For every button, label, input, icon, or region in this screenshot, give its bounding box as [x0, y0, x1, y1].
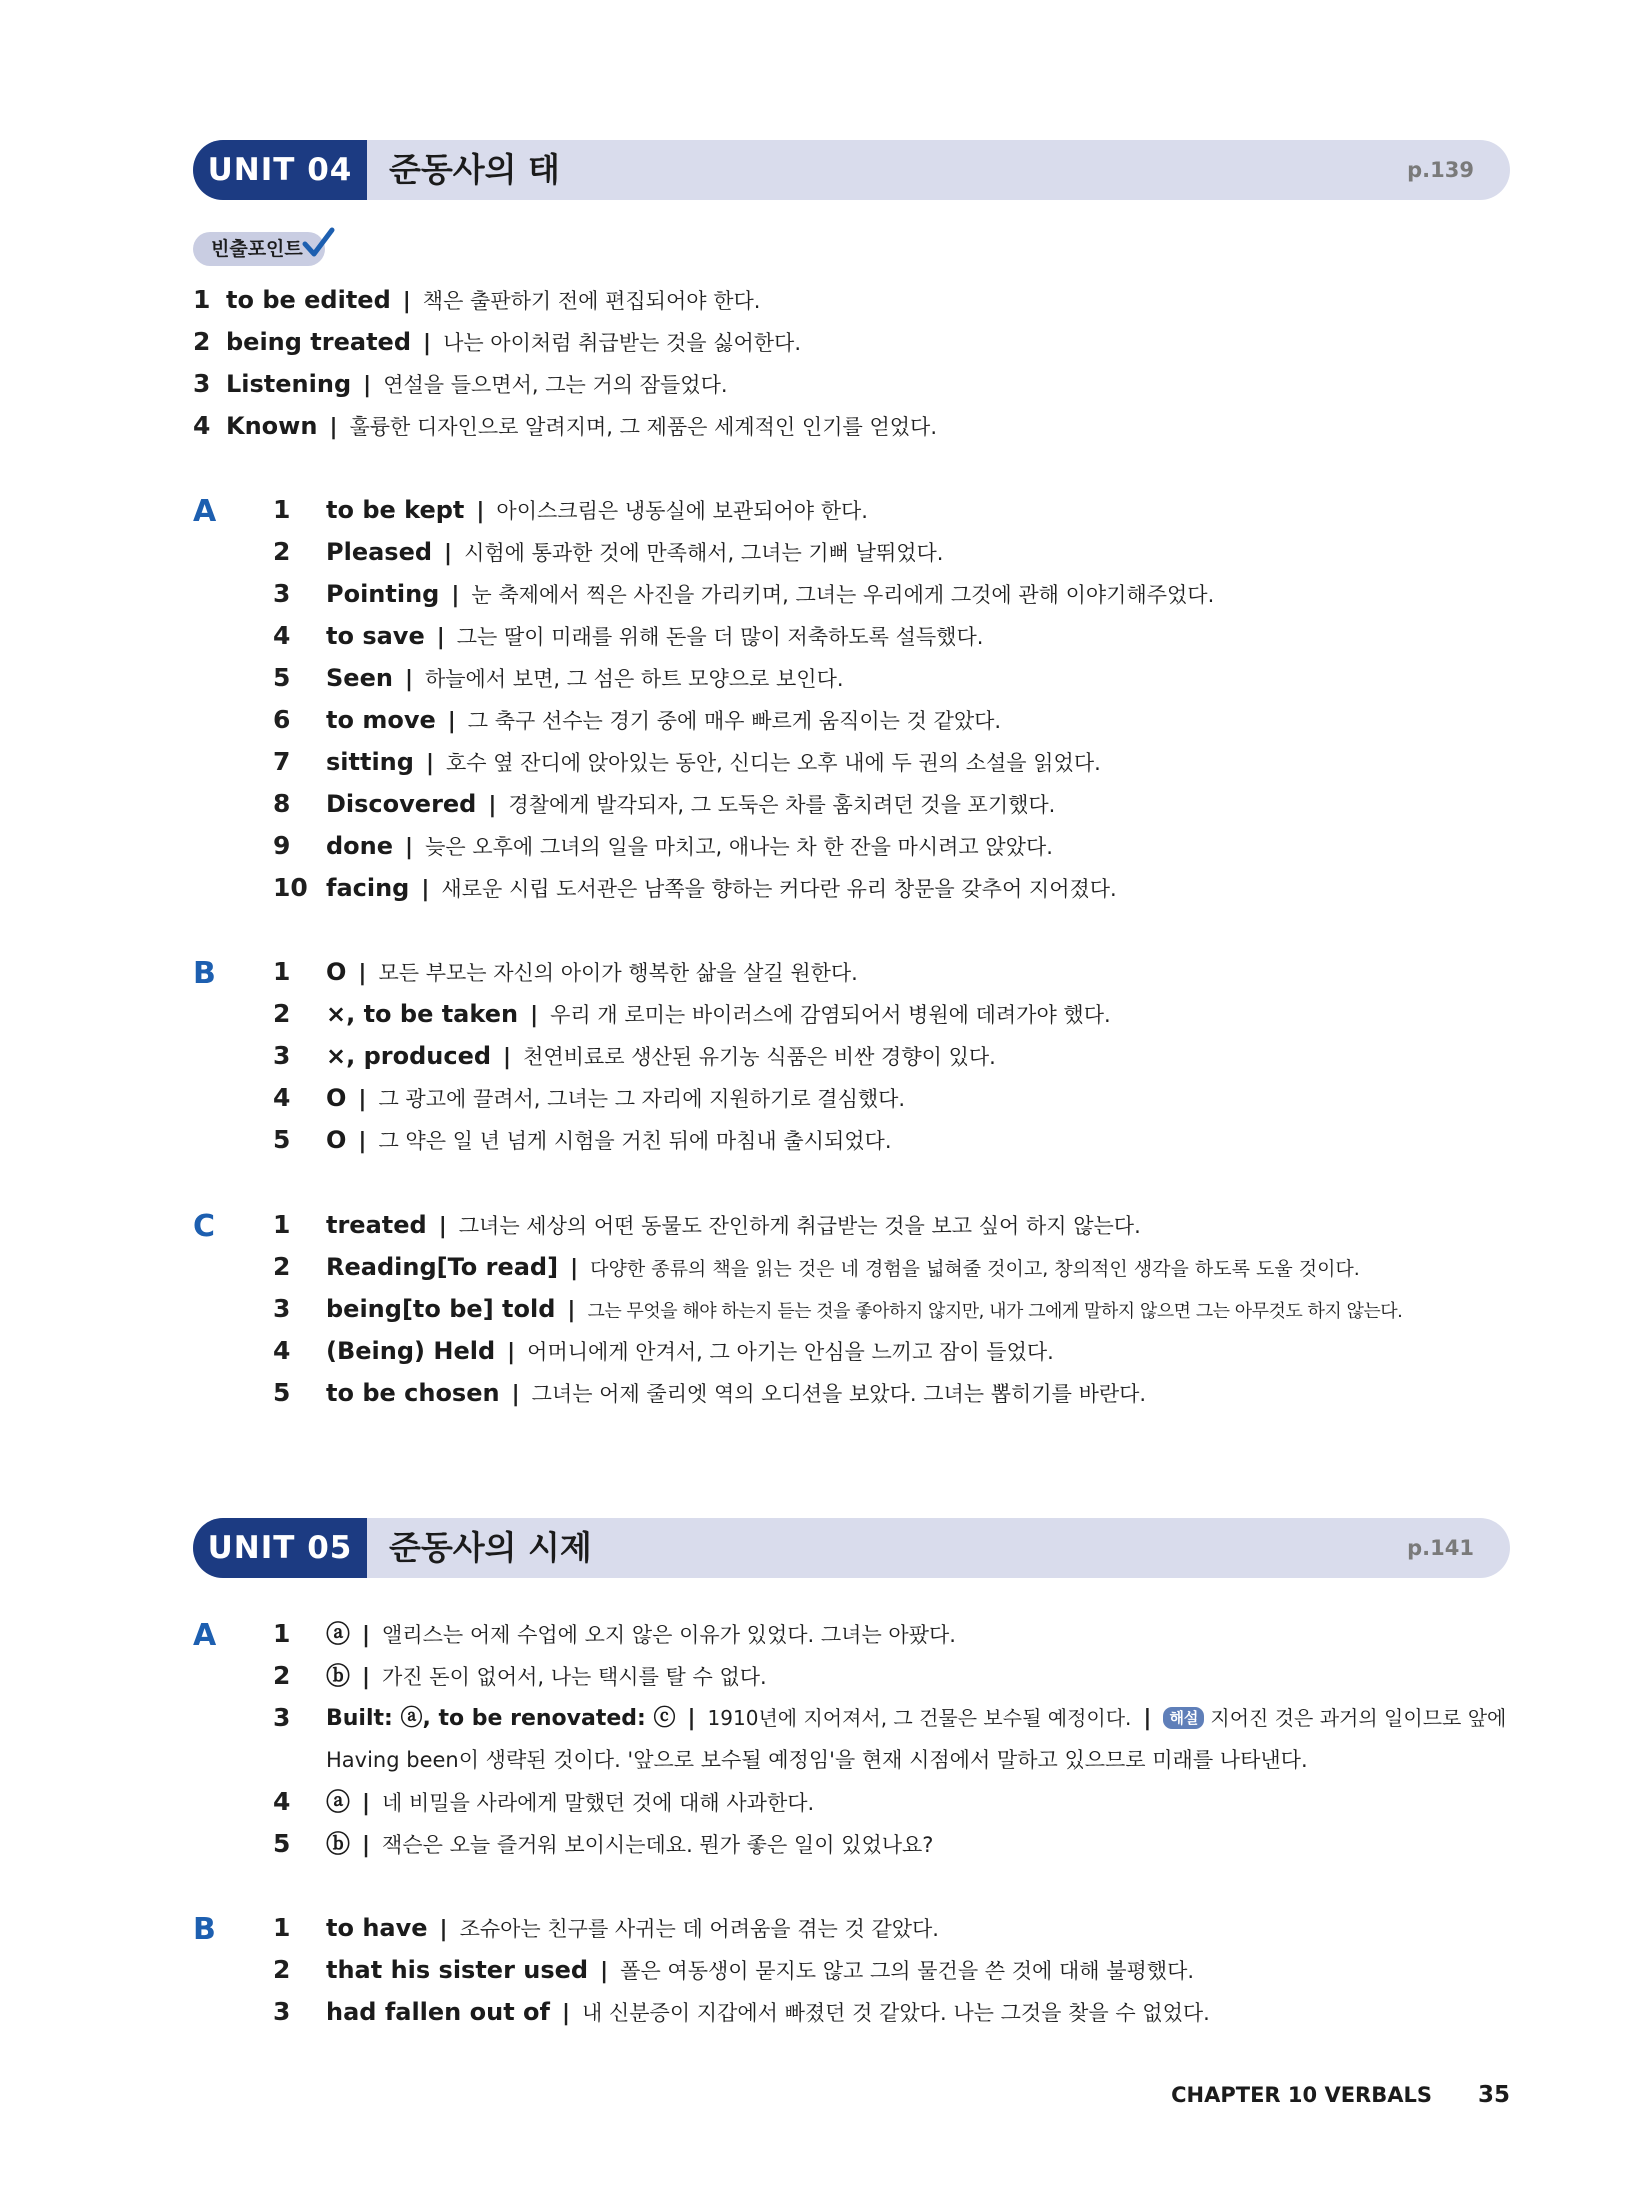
answer-item: 7 sitting | 호수 옆 잔디에 앉아있는 동안, 신디는 오후 내에 두 권의 소설을 읽었다.	[273, 747, 1101, 776]
answer-item: 5 Seen | 하늘에서 보면, 그 섬은 하트 모양으로 보인다.	[273, 663, 844, 692]
answer-item: 4 O | 그 광고에 끌려서, 그녀는 그 자리에 지원하기로 결심했다.	[273, 1083, 906, 1112]
answer-item: 2 that his sister used | 폴은 여동생이 묻지도 않고 그의 물건을 쓴 것에 대해 불평했다.	[273, 1955, 1195, 1984]
chapter-label: CHAPTER 10 VERBALS	[1171, 2083, 1432, 2107]
unit-05-page-ref: p.141	[1407, 1536, 1474, 1560]
answer-item: 10 facing | 새로운 시립 도서관은 남쪽을 향하는 커다란 유리 창문을 갖추어 지어졌다.	[273, 873, 1117, 902]
answer-item: 9 done | 늦은 오후에 그녀의 일을 마치고, 애나는 차 한 잔을 마시려고 앉았다.	[273, 831, 1053, 860]
answer-item: 1 treated | 그녀는 세상의 어떤 동물도 잔인하게 취급받는 것을 보고 싶어 하지 않는다.	[273, 1210, 1141, 1239]
section-a-letter: A	[193, 1618, 217, 1653]
answer-item: 3 Pointing | 눈 축제에서 찍은 사진을 가리키며, 그녀는 우리에게 그것에 관해 이야기해주었다.	[273, 579, 1215, 608]
frequency-points-badge	[193, 232, 325, 266]
answer-item: 5 to be chosen | 그녀는 어제 줄리엣 역의 오디션을 보았다. 그녀는 뽑히기를 바란다.	[273, 1378, 1147, 1407]
unit-05-header	[193, 1518, 1510, 1578]
answer-continuation: Having been이 생략된 것이다. '앞으로 보수될 예정임'을 현재 시점에서 말하고 있으므로 미래를 나타낸다.	[326, 1748, 1308, 1772]
answer-item: 5 ⓑ | 잭슨은 오늘 즐거워 보이시는데요. 뭔가 좋은 일이 있었나요?	[273, 1829, 934, 1858]
unit-05-tag: UNIT 05	[193, 1518, 367, 1578]
answer-item: 4 to save | 그는 딸이 미래를 위해 돈을 더 많이 저축하도록 설득했다.	[273, 621, 984, 650]
answer-item: 1 to have | 조슈아는 친구를 사귀는 데 어려움을 겪는 것 같았다.	[273, 1913, 939, 1942]
section-a-letter: A	[193, 494, 217, 529]
unit-04-page-ref: p.139	[1407, 158, 1474, 182]
page-footer	[1171, 2082, 1510, 2108]
answer-item: 1 to be kept | 아이스크림은 냉동실에 보관되어야 한다.	[273, 495, 868, 524]
answer-item: 1 ⓐ | 앨리스는 어제 수업에 오지 않은 이유가 있었다. 그녀는 아팠다.	[273, 1619, 956, 1648]
section-b-letter: B	[193, 1912, 216, 1947]
answer-item: 2 Pleased | 시험에 통과한 것에 만족해서, 그녀는 기뻐 날뛰었다.	[273, 537, 944, 566]
section-c-letter: C	[193, 1209, 216, 1244]
freq-item: 4 Known | 훌륭한 디자인으로 알려지며, 그 제품은 세계적인 인기를 얻었다.	[193, 411, 937, 440]
solution-badge: 해설	[1163, 1707, 1204, 1729]
answer-item: 4 ⓐ | 네 비밀을 사라에게 말했던 것에 대해 사과한다.	[273, 1787, 815, 1816]
answer-item: 8 Discovered | 경찰에게 발각되자, 그 도둑은 차를 훔치려던 것을 포기했다.	[273, 789, 1056, 818]
answer-item: 3 Built: ⓐ, to be renovated: ⓒ | 1910년에 지어져서, 그 건물은 보수될 예정이다. | 해설 지어진 것은 과거의 일이므로 앞에	[273, 1703, 1507, 1732]
checkmark-icon	[301, 226, 335, 260]
answer-item: 1 O | 모든 부모는 자신의 아이가 행복한 삶을 살길 원한다.	[273, 957, 858, 986]
unit-04-tag: UNIT 04	[193, 140, 367, 200]
answer-item: 2 ⓑ | 가진 돈이 없어서, 나는 택시를 탈 수 없다.	[273, 1661, 767, 1690]
answer-item: 3 ×, produced | 천연비료로 생산된 유기농 식품은 비싼 경향이 있다.	[273, 1041, 996, 1070]
page-number: 35	[1477, 2082, 1510, 2108]
answer-item: 5 O | 그 약은 일 년 넘게 시험을 거친 뒤에 마침내 출시되었다.	[273, 1125, 892, 1154]
section-b-letter: B	[193, 956, 216, 991]
unit-05-title: 준동사의 시제	[389, 1528, 592, 1567]
answer-item: 3 being[to be] told | 그는 무엇을 해야 하는지 듣는 것을 좋아하지 않지만, 내가 그에게 말하지 않으면 그는 아무것도 하지 않는다.	[273, 1294, 1403, 1323]
frequency-points-label: 빈출포인트	[211, 238, 303, 260]
freq-item: 3 Listening | 연설을 들으면서, 그는 거의 잠들었다.	[193, 369, 728, 398]
answer-item: 6 to move | 그 축구 선수는 경기 중에 매우 빠르게 움직이는 것 같았다.	[273, 705, 1002, 734]
freq-item: 2 being treated | 나는 아이처럼 취급받는 것을 싫어한다.	[193, 327, 802, 356]
freq-item: 1 to be edited | 책은 출판하기 전에 편집되어야 한다.	[193, 285, 761, 314]
unit-04-title: 준동사의 태	[389, 150, 560, 189]
unit-04-header	[193, 140, 1510, 200]
answer-item: 3 had fallen out of | 내 신분증이 지갑에서 빠졌던 것 같았다. 나는 그것을 찾을 수 없었다.	[273, 1997, 1210, 2026]
answer-item: 2 Reading[To read] | 다양한 종류의 책을 읽는 것은 네 경험을 넓혀줄 것이고, 창의적인 생각을 하도록 도울 것이다.	[273, 1252, 1360, 1281]
answer-item: 2 ×, to be taken | 우리 개 로미는 바이러스에 감염되어서 병원에 데려가야 했다.	[273, 999, 1111, 1028]
answer-item: 4 (Being) Held | 어머니에게 안겨서, 그 아기는 안심을 느끼고 잠이 들었다.	[273, 1336, 1054, 1365]
